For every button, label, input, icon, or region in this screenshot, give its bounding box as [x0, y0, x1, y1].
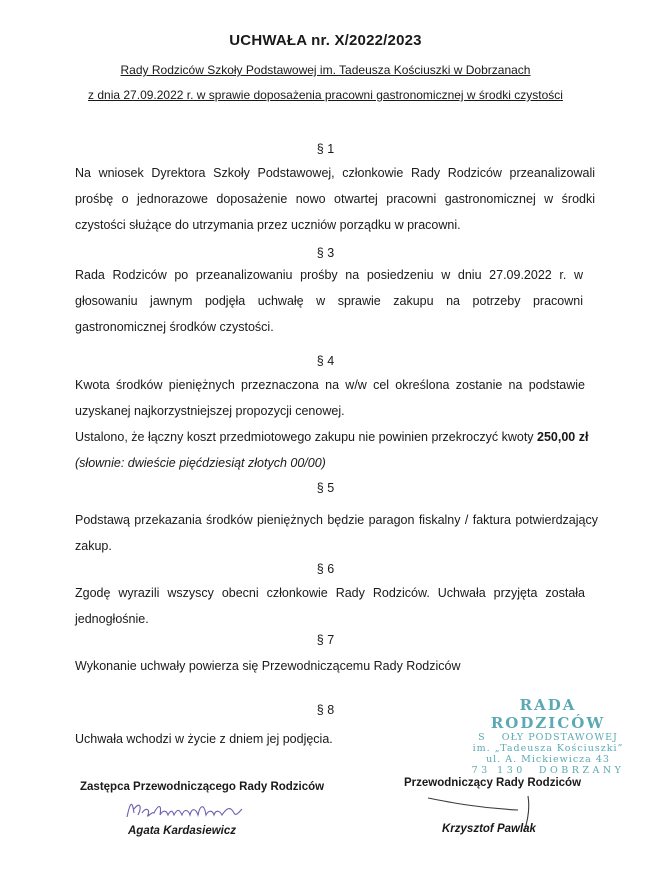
signature-right-name: Krzysztof Pawlak — [442, 823, 536, 835]
section-4-amount-words: (słownie: dwieście pięćdziesiąt złotych 00/00) — [75, 456, 326, 470]
stamp-line-3: im. „Tadeusza Kościuszki” — [472, 743, 624, 754]
section-7-text: Wykonanie uchwały powierza się Przewodniczącemu Rady Rodziców — [75, 659, 461, 673]
section-6-text: Zgodę wyrazili wszyscy obecni członkowie Rady Rodziców. Uchwała przyjęta została jednogłośnie. — [75, 586, 585, 626]
handwritten-signature-left — [122, 795, 247, 825]
section-4-text-1: Kwota środków pieniężnych przeznaczona na w/w cel określona zostanie na podstawie uzyskanej najkorzystniejszej propozycji cenowej. — [75, 378, 585, 418]
section-6-heading: § 6 — [316, 562, 335, 576]
signature-right-role: Przewodniczący Rady Rodziców — [404, 777, 582, 789]
section-4-heading: § 4 — [316, 354, 335, 368]
document-subtitle-2: z dnia 27.09.2022 r. w sprawie doposażenia pracowni gastronomicznej w środki czystości — [88, 88, 563, 102]
document-title: UCHWAŁA nr. X/2022/2023 — [229, 32, 422, 49]
section-4-text-2: Ustalono, że łączny koszt przedmiotowego zakupu nie powinien przekroczyć kwoty 250,00 zł — [75, 430, 589, 444]
stamp-line-5: 73 130 DOBRZANY — [471, 765, 625, 776]
section-4-amount: 250,00 zł — [537, 430, 589, 444]
stamp-line-2: S OŁY PODSTAWOWEJ — [478, 732, 618, 743]
section-1-heading: § 1 — [316, 142, 335, 156]
section-5-text: Podstawą przekazania środków pieniężnych będzie paragon fiskalny / faktura potwierdzający zakup. — [75, 513, 598, 553]
section-8-text: Uchwała wchodzi w życie z dniem jej podjęcia. — [75, 732, 333, 746]
section-7-heading: § 7 — [316, 633, 335, 647]
signature-left-name: Agata Kardasiewicz — [128, 825, 237, 837]
section-1-text: Na wniosek Dyrektora Szkoły Podstawowej, członkowie Rady Rodziców przeanalizowali prośbę o jednorazowe doposażenie nowo otwartej pracowni gastronomicznej w środki czystości służące do utrzymania przez uczniów porządku w pracowni. — [75, 166, 595, 232]
stamp-line-1: RADA RODZICÓW — [490, 696, 606, 732]
section-3-heading: § 3 — [316, 246, 335, 260]
section-3-text: Rada Rodziców po przeanalizowaniu prośby na posiedzeniu w dniu 27.09.2022 r. w głosowaniu jawnym podjęła uchwałę w sprawie zakupu na potrzeby pracowni gastronomicznej środków czystości. — [75, 268, 583, 334]
document-subtitle-1: Rady Rodziców Szkoły Podstawowej im. Tadeusza Kościuszki w Dobrzanach — [120, 63, 531, 77]
section-5-heading: § 5 — [316, 481, 335, 495]
stamp-line-4: ul. A. Mickiewicza 43 — [486, 754, 610, 765]
council-stamp — [468, 696, 628, 776]
signature-left-role: Zastępca Przewodniczącego Rady Rodziców — [80, 781, 325, 793]
section-8-heading: § 8 — [316, 703, 335, 717]
